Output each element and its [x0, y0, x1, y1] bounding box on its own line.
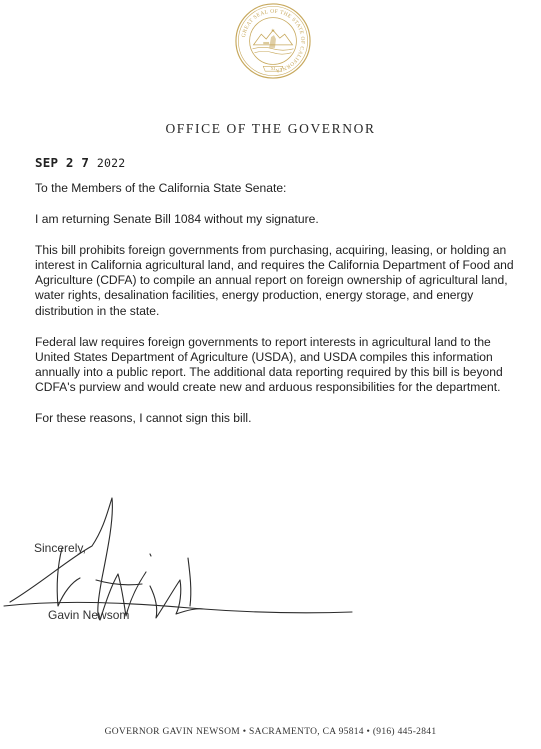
paragraph-bill-summary: This bill prohibits foreign governments from purchasing, acquiring, leasing, or holding an interest in California agricultural land, and requires the California Department of Food and Agriculture (CDFA) to compile an annual report on foreign ownership of agricultural land, water rights, desalination facilities, energy production, energy storage, and energy distribution in the state.: [35, 242, 514, 318]
date-stamp-year: 2022: [96, 156, 126, 170]
date-stamp-month-day: SEP 2 7: [35, 155, 90, 170]
closing: Sincerely,: [34, 541, 86, 555]
signer-name: Gavin Newsom: [48, 608, 130, 622]
salutation: To the Members of the California State Senate:: [35, 181, 287, 195]
letter-body: [35, 181, 521, 442]
seal-star: ★: [270, 28, 276, 35]
paragraph-returning: I am returning Senate Bill 1084 without my signature.: [35, 211, 319, 226]
date-stamp: [35, 155, 125, 170]
paragraph-conclusion: For these reasons, I cannot sign this bill.: [35, 411, 252, 426]
state-seal: [234, 2, 312, 80]
seal-bottom-text: XI: [270, 66, 276, 72]
handwritten-signature: [0, 488, 360, 638]
paragraph-federal-law: Federal law requires foreign governments to report interests in agricultural land to the United States Department of Agriculture (USDA), and USDA compiles this information annually into a public report. The additional data reporting required by this bill is beyond CDFA's purview and would create new and arduous responsibilities for the department.: [35, 334, 503, 395]
seal-ring-text: GREAT SEAL OF THE STATE OF CALIFORNIA: [240, 8, 306, 74]
footer-address: GOVERNOR GAVIN NEWSOM • SACRAMENTO, CA 95814 • (916) 445-2841: [104, 727, 437, 737]
office-title: OFFICE OF THE GOVERNOR: [165, 121, 376, 136]
